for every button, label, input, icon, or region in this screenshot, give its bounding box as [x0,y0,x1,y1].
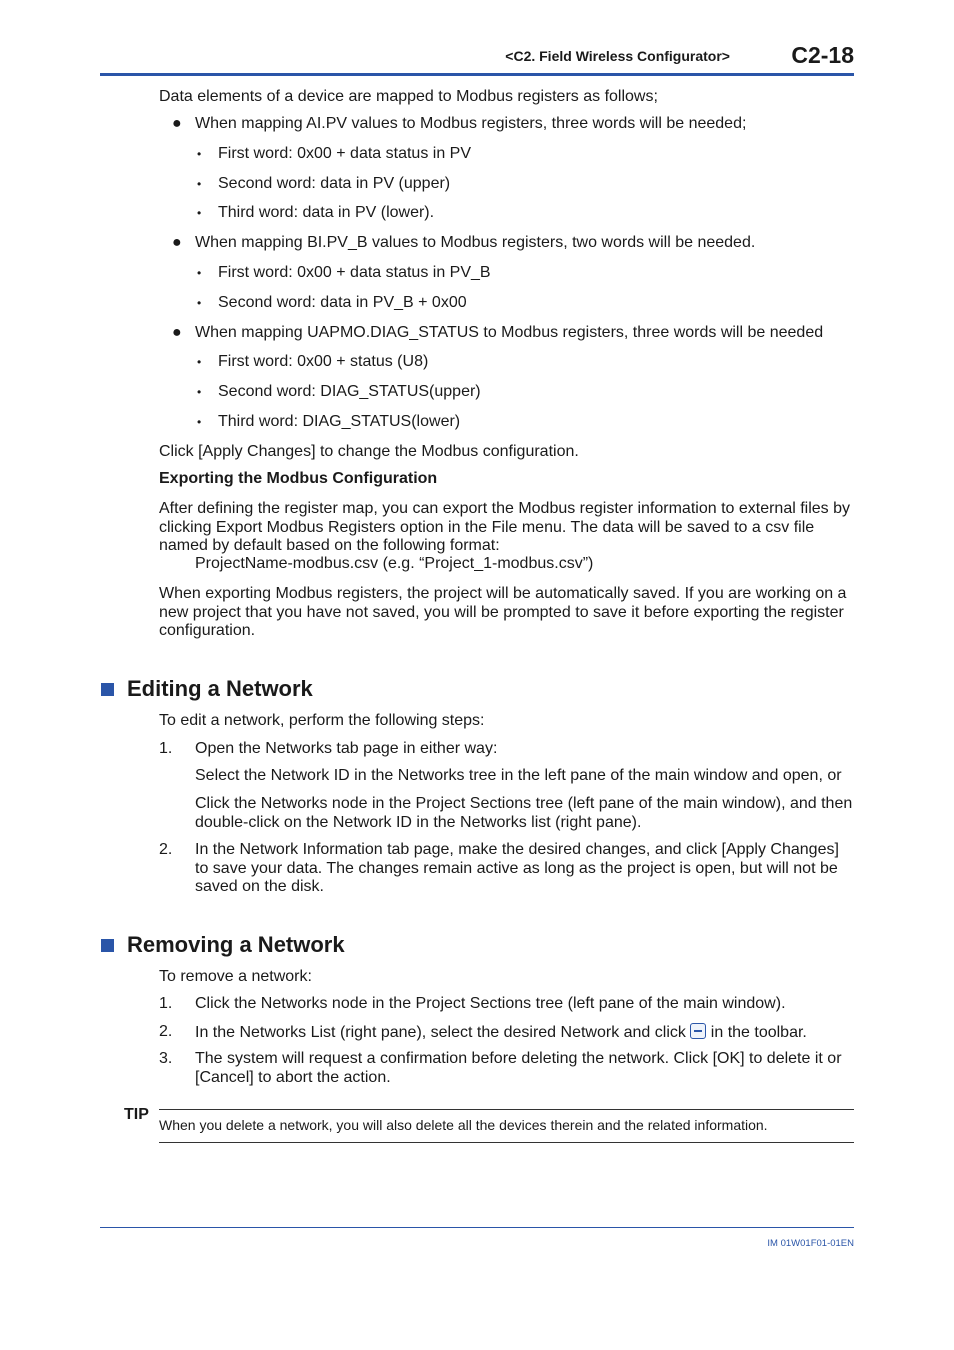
document-id: IM 01W01F01-01EN [767,1238,854,1249]
section-square-icon [101,683,114,696]
export-paragraph-1: After defining the register map, you can export the Modbus register information to external files by clicking Export Modbus Registers option in the File menu. The data will be saved to a csv file named by default based on the following format: [159,500,851,554]
tip-label: TIP [124,1106,149,1123]
bullet-dot: ● [172,324,182,341]
tip-text: When you delete a network, you will also delete all the devices therein and the related information. [159,1117,768,1133]
page-number: C2-18 [791,42,854,68]
bullet-dot: ● [172,234,182,251]
list-item: Second word: data in PV_B + 0x00 [218,294,467,311]
editing-step-1: Open the Networks tab page in either way: [195,740,498,757]
editing-step-2: In the Network Information tab page, make the desired changes, and click [Apply Changes] to save your data. The changes remain active as long as the project is open, but will not be saved on the disk. [195,841,839,895]
export-paragraph-2: When exporting Modbus registers, the project will be automatically saved. If you are working on a new project that you have not saved, you will be prompted to save it before exporting the register configuration. [159,585,847,639]
section-square-icon [101,939,114,952]
export-format: ProjectName-modbus.csv (e.g. “Project_1-modbus.csv”) [195,555,594,572]
list-item: First word: 0x00 + data status in PV [218,145,472,162]
sub-bullet: • [197,266,202,280]
removing-step-1: Click the Networks node in the Project Sections tree (left pane of the main window). [195,995,786,1012]
step-number: 1. [159,740,173,757]
sub-bullet: • [197,355,202,369]
removing-intro: To remove a network: [159,968,312,985]
list-item: Second word: data in PV (upper) [218,175,451,192]
editing-step-1-option-a: Select the Network ID in the Networks tree in the left pane of the main window and open, or [195,767,842,784]
sub-bullet: • [197,296,202,310]
list-item: First word: 0x00 + status (U8) [218,353,429,370]
mapping-intro: Data elements of a device are mapped to Modbus registers as follows; [159,88,658,105]
header-rule [100,73,854,76]
footer-rule [100,1227,854,1228]
removing-step-3: The system will request a confirmation before deleting the network. Click [OK] to delete it or [Cancel] to abort the action. [195,1050,842,1086]
mapping-group-ai: When mapping AI.PV values to Modbus registers, three words will be needed; [195,115,747,132]
removing-step-2-before: In the Networks List (right pane), select the desired Network and click [195,1024,686,1041]
step-number: 2. [159,1023,173,1040]
chapter-title: <C2. Field Wireless Configurator> [505,48,730,64]
step-number: 2. [159,841,173,858]
mapping-group-uapmo: When mapping UAPMO.DIAG_STATUS to Modbus registers, three words will be needed [195,324,824,341]
apply-note: Click [Apply Changes] to change the Modbus configuration. [159,443,579,460]
list-item: Second word: DIAG_STATUS(upper) [218,383,481,400]
removing-step-2 [195,1023,807,1043]
tip-rule-bottom [159,1142,854,1143]
list-item: Third word: DIAG_STATUS(lower) [218,413,461,430]
list-item: First word: 0x00 + data status in PV_B [218,264,491,281]
list-item: Third word: data in PV (lower). [218,204,435,221]
sub-bullet: • [197,147,202,161]
editing-step-1-option-b: Click the Networks node in the Project Sections tree (left pane of the main window), and then double-click on the Network ID in the Networks list (right pane). [195,795,853,831]
step-number: 1. [159,995,173,1012]
sub-bullet: • [197,177,202,191]
delete-network-icon [690,1023,706,1039]
sub-bullet: • [197,385,202,399]
sub-bullet: • [197,415,202,429]
export-title: Exporting the Modbus Configuration [159,470,438,487]
removing-title: Removing a Network [127,932,345,957]
sub-bullet: • [197,206,202,220]
editing-intro: To edit a network, perform the following steps: [159,712,485,729]
bullet-dot: ● [172,115,182,132]
tip-rule-top [159,1109,854,1110]
editing-title: Editing a Network [127,676,313,701]
mapping-group-bi: When mapping BI.PV_B values to Modbus registers, two words will be needed. [195,234,756,251]
removing-step-2-after: in the toolbar. [710,1024,807,1041]
step-number: 3. [159,1050,173,1067]
